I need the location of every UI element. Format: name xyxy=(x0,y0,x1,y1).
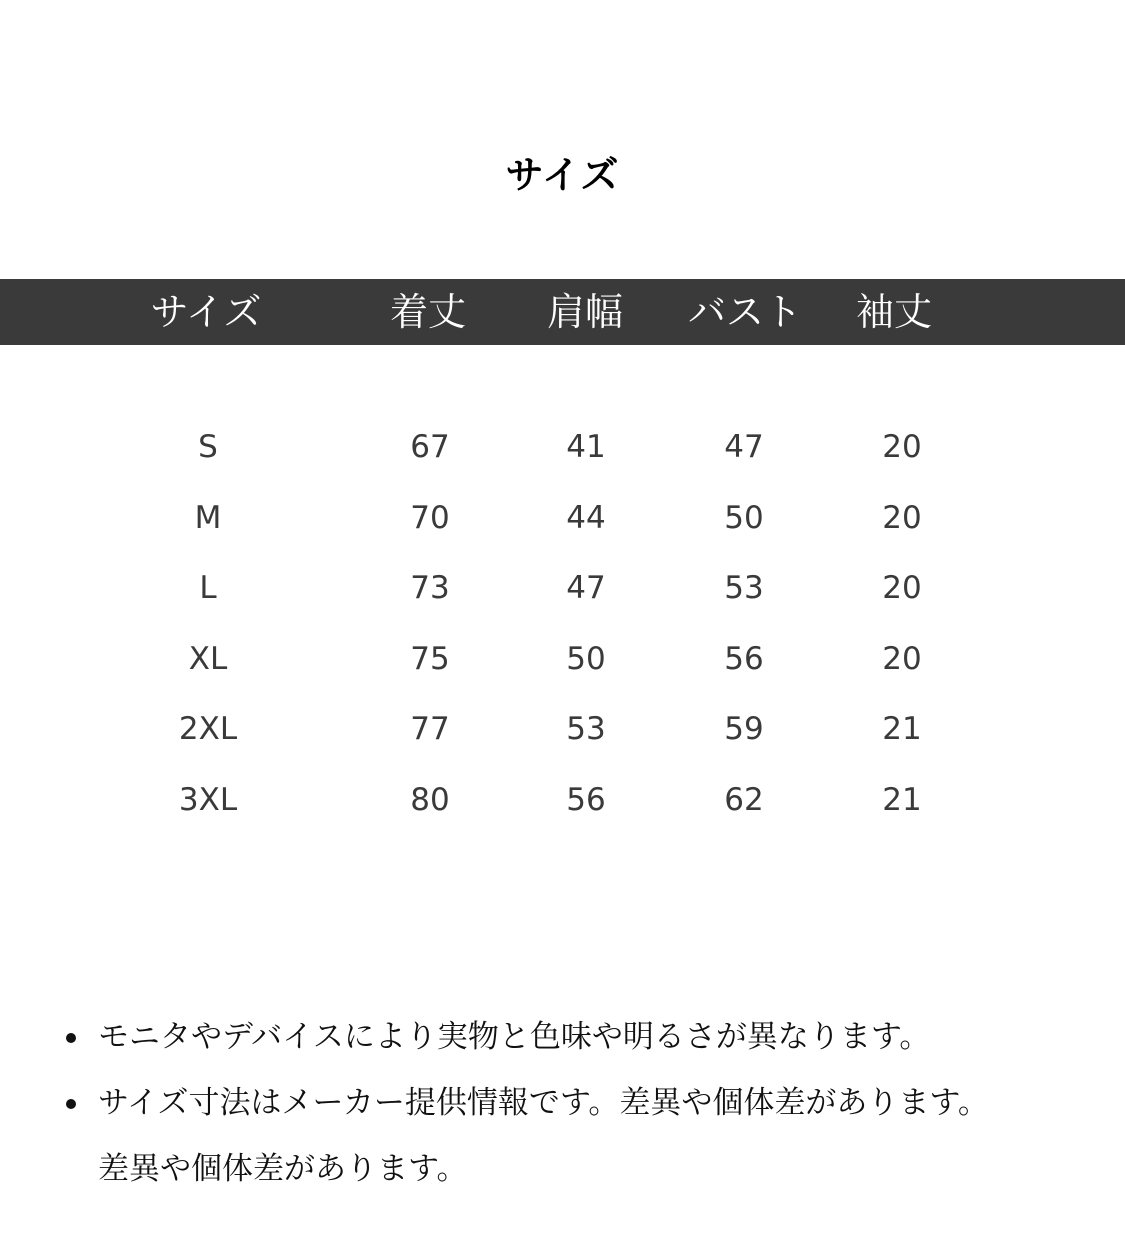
cell-length: 75 xyxy=(410,640,450,677)
cell-sleeve-length: 20 xyxy=(882,429,922,465)
cell-size: S xyxy=(198,429,218,465)
cell-length: 73 xyxy=(410,570,450,606)
cell-length: 70 xyxy=(410,499,450,536)
cell-bust: 50 xyxy=(724,499,764,536)
note-text: サイズ寸法はメーカー提供情報です。差異や個体差があります。 xyxy=(98,1085,989,1121)
cell-size: XL xyxy=(188,640,228,677)
cell-bust: 53 xyxy=(724,570,764,606)
list-item xyxy=(0,1004,1125,1070)
header-bust: バスト xyxy=(687,290,802,334)
cell-bust: 59 xyxy=(724,711,764,747)
cell-size: 2XL xyxy=(178,711,238,747)
table-row xyxy=(0,483,1125,554)
bullet-icon xyxy=(66,1033,76,1043)
header-length: 着丈 xyxy=(389,290,466,334)
cell-length: 80 xyxy=(410,781,450,818)
cell-size: L xyxy=(199,570,217,606)
cell-sleeve-length: 21 xyxy=(882,711,922,747)
size-table-header xyxy=(0,279,1125,345)
header-shoulder-width: 肩幅 xyxy=(546,290,623,334)
notes-list xyxy=(0,1004,1125,1202)
cell-size: 3XL xyxy=(178,781,238,818)
list-item xyxy=(0,1070,1125,1136)
cell-shoulder-width: 44 xyxy=(566,499,606,536)
cell-shoulder-width: 50 xyxy=(566,640,606,677)
cell-sleeve-length: 20 xyxy=(882,640,922,677)
table-row xyxy=(0,553,1125,624)
cell-sleeve-length: 20 xyxy=(882,570,922,606)
cell-shoulder-width: 47 xyxy=(566,570,606,606)
cell-length: 77 xyxy=(410,711,450,747)
cell-shoulder-width: 53 xyxy=(566,711,606,747)
bullet-icon xyxy=(66,1099,76,1109)
cell-shoulder-width: 41 xyxy=(566,429,606,465)
size-table-body xyxy=(0,412,1125,835)
cell-bust: 47 xyxy=(724,429,764,465)
header-size: サイズ xyxy=(150,290,262,334)
header-sleeve-length: 袖丈 xyxy=(855,290,932,334)
page-title: サイズ xyxy=(505,153,620,197)
cell-sleeve-length: 20 xyxy=(882,499,922,536)
table-row xyxy=(0,765,1125,836)
cell-sleeve-length: 21 xyxy=(882,781,922,818)
cell-shoulder-width: 56 xyxy=(566,781,606,818)
note-text: モニタやデバイスにより実物と色味や明るさが異なります。 xyxy=(98,1019,931,1055)
table-row xyxy=(0,624,1125,695)
table-row xyxy=(0,412,1125,483)
cell-bust: 56 xyxy=(724,640,764,677)
cell-size: M xyxy=(194,499,222,536)
cell-length: 67 xyxy=(410,429,450,465)
cell-bust: 62 xyxy=(724,781,764,818)
note-continuation: 差異や個体差があります。 xyxy=(98,1151,468,1187)
table-row xyxy=(0,694,1125,765)
